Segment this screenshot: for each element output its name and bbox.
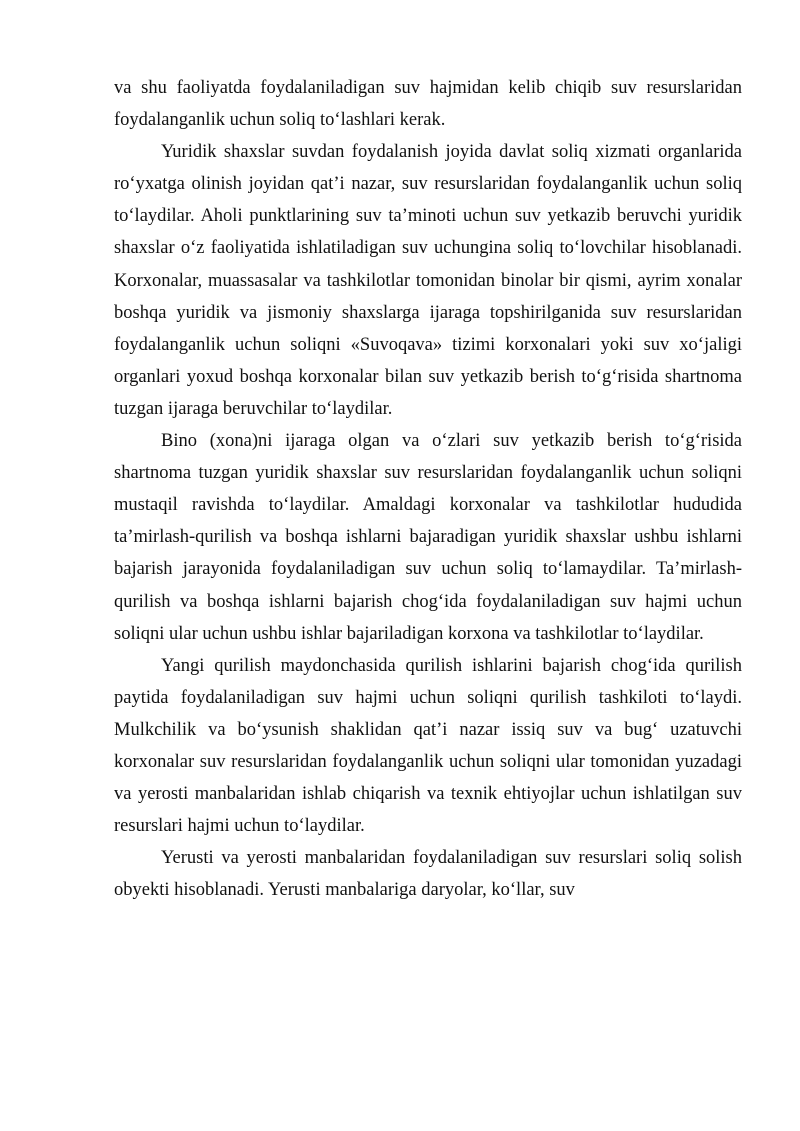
document-page xyxy=(114,72,742,906)
paragraph-tax-object: Yerusti va yerosti manbalaridan foydalaniladigan suv resurslari soliq solish obyekti hisoblanadi. Yerusti manbalariga daryolar, ko‘llar, suv xyxy=(114,848,742,901)
paragraph-building-rent: Bino (xona)ni ijaraga olgan va o‘zlari suv yetkazib berish to‘g‘risida shartnoma tuzgan yuridik shaxslar suv resurslaridan foydalanganlik uchun soliqni mustaqil ravishda to‘laydilar. Amaldagi korxonalar va tashkilotlar hududida ta’mirlash-qurilish va boshqa ishlarni bajaradigan yuridik shaxslar ushbu ishlarni bajarish jarayonida foydalaniladigan suv uchun soliq to‘lamaydilar. Ta’mirlash-qurilish va boshqa ishlarni bajarish chog‘ida foydalaniladigan suv hajmi uchun soliqni ular uchun ushbu ishlar bajariladigan korxona va tashkilotlar to‘laydilar. xyxy=(114,431,742,644)
paragraph-continuation: va shu faoliyatda foydalaniladigan suv hajmidan kelib chiqib suv resurslaridan foydalanganlik uchun soliq to‘lashlari kerak. xyxy=(114,78,742,131)
paragraph-legal-entities: Yuridik shaxslar suvdan foydalanish joyida davlat soliq xizmati organlarida ro‘yxatga olinish joyidan qat’i nazar, suv resurslaridan foydalanganlik uchun soliq to‘laydilar. Aholi punktlarining suv ta’minoti uchun suv yetkazib beruvchi yuridik shaxslar o‘z faoliyatida ishlatiladigan suv uchungina soliq to‘lovchilar hisoblanadi. Korxonalar, muassasalar va tashkilotlar tomonidan binolar bir qismi, ayrim xonalar boshqa yuridik va jismoniy shaxslarga ijaraga topshirilganida suv resurslaridan foydalanganlik uchun soliqni «Suvoqava» tizimi korxonalari yoki suv xo‘jaligi organlari yoxud boshqa korxonalar bilan suv yetkazib berish to‘g‘risida shartnoma tuzgan ijaraga beruvchilar to‘laydilar. xyxy=(114,142,742,419)
paragraph-new-construction: Yangi qurilish maydonchasida qurilish ishlarini bajarish chog‘ida qurilish paytida foydalaniladigan suv hajmi uchun soliqni qurilish tashkiloti to‘laydi. Mulkchilik va bo‘ysunish shaklidan qat’i nazar issiq suv va bug‘ uzatuvchi korxonalar suv resurslaridan foydalanganlik uchun soliqni ular tomonidan yuzadagi va yerosti manbalaridan ishlab chiqarish va texnik ehtiyojlar uchun ishlatilgan suv resurslari hajmi uchun to‘laydilar. xyxy=(114,655,742,837)
